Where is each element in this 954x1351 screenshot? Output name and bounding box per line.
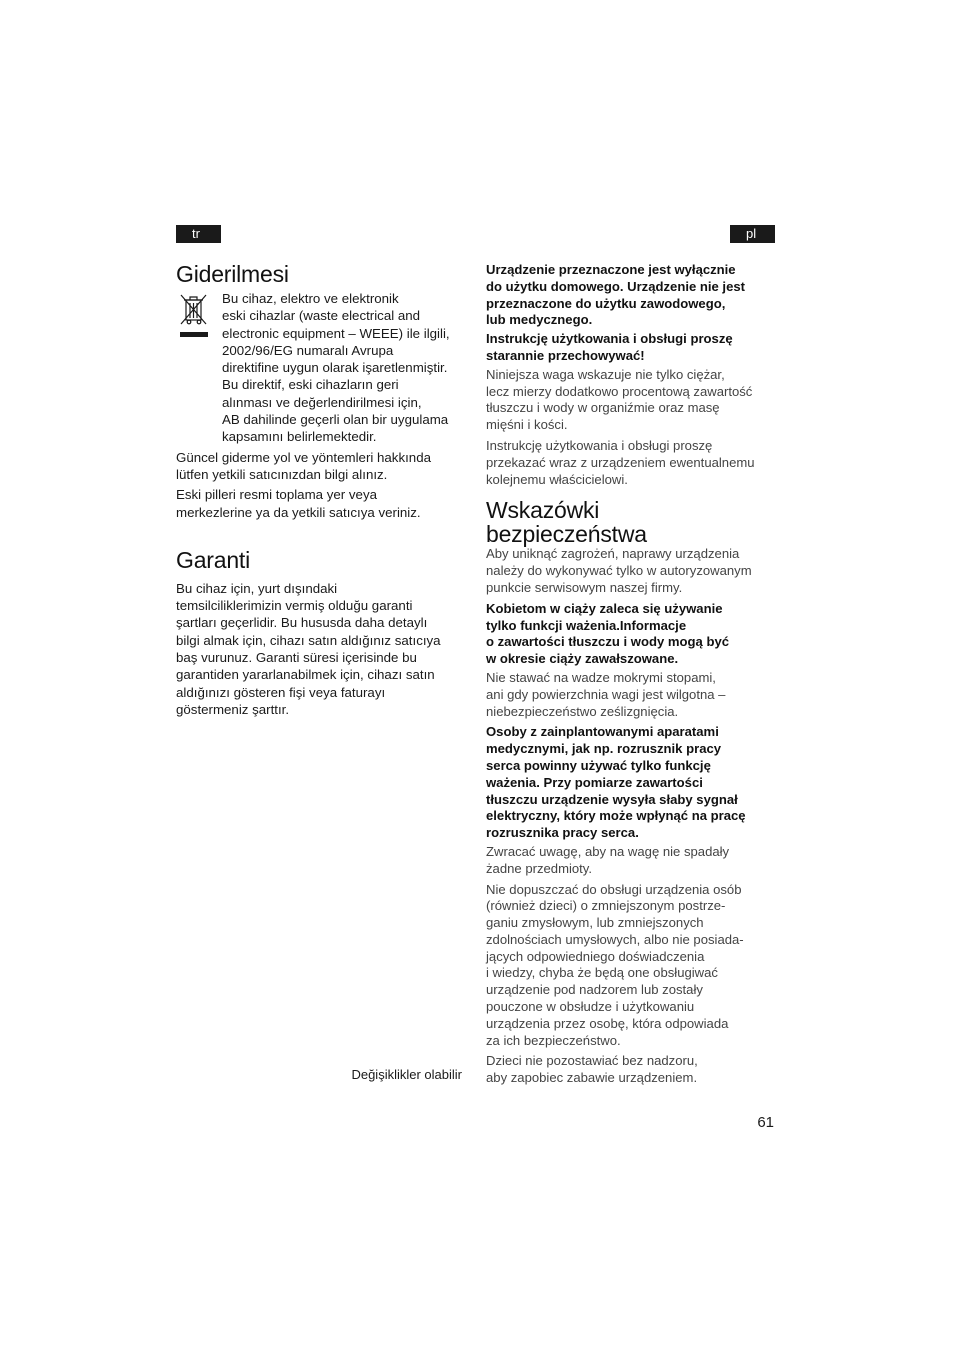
section-title-safety: Wskazówki bezpieczeństwa bbox=[486, 497, 647, 548]
weee-text: Bu cihaz, elektro ve elektronik eski cihazlar (waste electrical and electronic equipment – WEEE) ile ilgili, 2002/96/EG numaralı Avrupa direktifine uygun olarak işaretlenmiştir. Bu direktif, eski cihazların geri alınması ve değerlendirilmesi için, AB dahilinde geçerli olan bir uygulama kapsamını belirlemektedir. bbox=[222, 291, 450, 445]
language-tab-tr: tr bbox=[176, 225, 221, 243]
warranty-paragraph: Bu cihaz için, yurt dışındaki temsilciliklerimizin vermiş olduğu garanti şartları geçerlidir. Bu hususda daha detaylı bilgi almak için, cihazı satın aldığınız satıcıya baş vurunuz. Garanti süresi içerisinde bu garantiden yararlanabilmek için, cihazı satın aldığınızı gösteren fişi veya faturayı göstermeniz şarttır. bbox=[176, 580, 441, 717]
pregnancy-warning: Kobietom w ciąży zaleca się używanie tylko funkcji ważenia.Informacje o zawartości tłuszczu i wody mogą być w okresie ciąży zawałszowane. bbox=[486, 600, 730, 667]
section-title-giderilmesi: Giderilmesi bbox=[176, 261, 289, 287]
pass-instructions: Instrukcję użytkowania i obsługi proszę przekazać wraz z urządzeniem ewentualnemu kolejnemu właścicielowi. bbox=[486, 437, 755, 487]
scale-description: Niniejsza waga wskazuje nie tylko ciężar, lecz mierzy dodatkowo procentową zawartość tłuszczu i wody w organiźmie oraz masę mięśni i kości. bbox=[486, 366, 753, 433]
wet-feet-warning: Nie stawać na wadze mokrymi stopami, ani gdy powierzchnia wagi jest wilgotna – niebezpieczeństwo ześlizgnięcia. bbox=[486, 669, 726, 719]
changes-note: Değişiklikler olabilir bbox=[351, 1067, 462, 1082]
falling-objects-note: Zwracać uwagę, aby na wagę nie spadały żadne przedmioty. bbox=[486, 843, 730, 876]
keep-instructions-bold: Instrukcję użytkowania i obsługi proszę starannie przechowywać! bbox=[486, 331, 733, 363]
section-title-garanti: Garanti bbox=[176, 546, 251, 573]
repair-paragraph: Aby uniknąć zagrożeń, naprawy urządzenia należy do wykonywać tylko w autoryzowanym punkcie serwisowym naszej firmy. bbox=[486, 546, 752, 595]
battery-paragraph: Eski pilleri resmi toplama yer veya merkezlerine ya da yetkili satıcıya veriniz. bbox=[176, 487, 421, 520]
left-column bbox=[176, 262, 468, 721]
disposal-paragraph: Güncel giderme yol ve yöntemleri hakkında lütfen yetkili satıcınızdan bilgi alınız. bbox=[176, 449, 431, 482]
children-note: Dzieci nie pozostawiać bez nadzoru, aby zapobiec zabawie urządzeniem. bbox=[486, 1053, 698, 1086]
page-number: 61 bbox=[757, 1114, 774, 1131]
weee-notice bbox=[176, 290, 468, 446]
crossed-out-wheelie-bin-icon bbox=[179, 293, 209, 339]
intended-use-bold: Urządzenie przeznaczone jest wyłącznie do użytku domowego. Urządzenie nie jest przeznaczone do użytku zawodowego, lub medycznego. bbox=[486, 262, 745, 328]
restricted-users-note: Nie dopuszczać do obsługi urządzenia osób (również dzieci) o zmniejszonym postrze- ganiu zmysłowym, lub zmniejszonych zdolnościach umysłowych, albo nie posiada- jących odpowiedniego doświadczenia i wiedzy, chyba że będą one obsługiwać urządzenie pod nadzorem lub zostały pouczone w obsłudze i użytkowaniu urządzenia przez osobę, która odpowiada za ich bezpieczeństwo. bbox=[486, 881, 744, 1048]
right-column bbox=[486, 262, 778, 1091]
implant-warning: Osoby z zainplantowanymi aparatami medycznymi, jak np. rozrusznik pracy serca powinny używać tylko funkcję ważenia. Przy pomiarze zawartości tłuszczu urządzenie wysyła słaby sygnał elektryczny, który może wpłynąć na pracę rozrusznika pracy serca. bbox=[486, 724, 746, 841]
language-tab-pl: pl bbox=[730, 225, 775, 243]
